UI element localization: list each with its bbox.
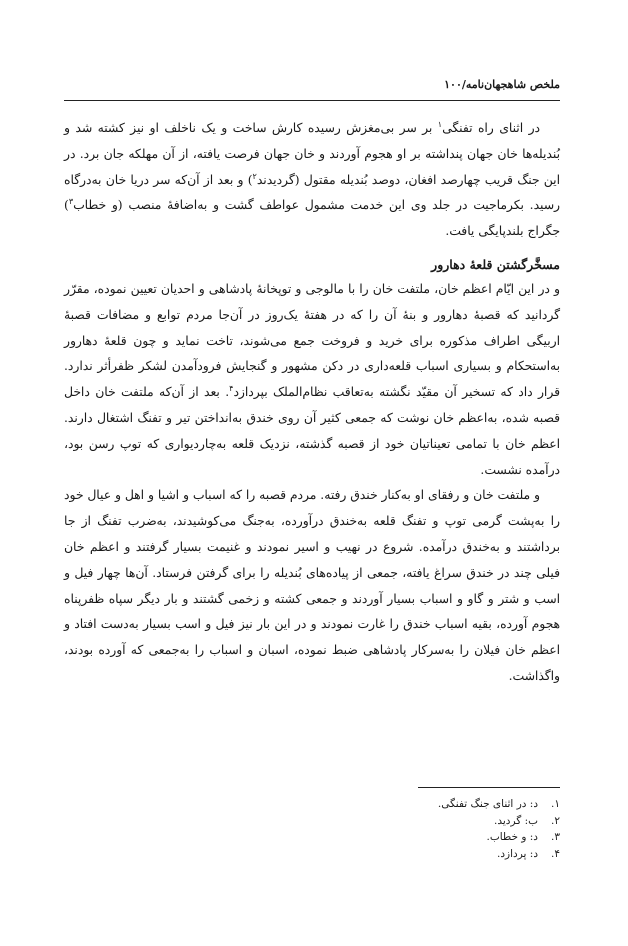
header-rule xyxy=(64,100,560,101)
body-text xyxy=(64,116,560,690)
footnote: ۳.د: و خطاب. xyxy=(486,831,560,843)
footnote-rule xyxy=(418,787,560,788)
paragraph: در اثنای راه تفنگی$^۱$ بر سر بی‌مغزش رسیده کارش ساخت و یک ناخلف او نیز کشته شد و بُندیله‌ها خان جهان پنداشته بر او هجوم آوردند و خان جهان فرصت یافته، از آن مهلکه جان برد. در این جنگ قریب چهارصد افغان، دوصد بُندیله مقتول (گردیدند$^۲$) و بعد از آن‌که سر دریا خان به‌درگاه رسید. بکرماجیت در جلد وی این خدمت مشمول عواطف گشت و به‌اضافهٔ منصب (و خطاب$^۳$) جگراج بلندپایگی یافت. xyxy=(64,119,560,239)
footnote-marker: ۳ xyxy=(68,197,74,207)
running-header: ملخص شاهجهان‌نامه/۱۰۰ xyxy=(444,78,560,91)
footnote-marker: ۴ xyxy=(229,384,234,394)
paragraph: و در این ایّام اعظم خان، ملتفت خان را با مالوجی و توپخانهٔ پادشاهی و احدیان تعیین نموده، مقرّر گردانید که قصبهٔ دهارور و بنهٔ آن را که در هفتهٔ یک‌روز در آن‌جا مردم توابع و مضافات قصبهٔ اربیگی اطراف مذکوره برای خرید و فروخت جمع می‌شوند، تاخت نماید و چون قلعهٔ دهارور به‌استحکام و بسیاری اسباب قلعه‌داری در دکن مشهور و گنجایش فرودآمدن لشکر ظفرأثر ندارد. قرار داد که تسخیر آن مقیّد نگشته به‌تعاقب نظام‌الملک بپردازد$^۴$. بعد از آن‌که ملتفت خان داخل قصبه شده، به‌اعظم خان نوشت که جمعی کثیر آن روی خندق به‌انداختن تیر و تفنگ اشتغال دارند. اعظم خان با تمامی تعیناتیان خود از قصبه گذشته، نزدیک قلعه به‌چاردیواری که توپ رسن بود، درآمده نشست. xyxy=(64,281,560,477)
footnotes xyxy=(438,796,560,862)
paragraph: و ملتفت خان و رفقای او به‌کنار خندق رفته. مردم قصبه را که اسباب و اشیا و اهل و عیال خود را به‌پشت گرمی توپ و تفنگ قلعه به‌خندق درآورده، به‌جنگ می‌کوشیدند، به‌ضرب تفنگ از جا برداشتند و به‌خندق درآمده. شروع در نهیب و اسیر نمودند و غنیمت بسیار گرفتند و اعظم خان فیلی چند در خندق سراغ یافته، جمعی از پیاده‌های بُندیله را برای گرفتن فرستاد. آن‌ها چهار فیل و اسب و شتر و گاو و اسباب بسیار آوردند و جمعی کشته و زخمی گشتند و بار دیگر سپاه ظفرپناه هجوم آورده، بقیه اسباب خندق را غارت نمودند و در این بار نیز فیل و اسب بسیار به‌دست افتاد و اعظم خان فیلان را به‌سرکار پادشاهی ضبط نموده، اسبان و اسباب را به‌جمعی که آورده بودند، واگذاشت. xyxy=(64,488,560,683)
footnote-marker: ۲ xyxy=(252,171,257,181)
footnote: ۱.د: در اثنای جنگ تفنگی. xyxy=(437,798,560,810)
footnote-marker: ۱ xyxy=(437,119,443,129)
footnote: ۴.د: پردازد. xyxy=(497,847,560,860)
section-heading: مسخَّرگشتن قلعهٔ دهارور xyxy=(431,256,560,272)
footnote: ۲.ب: گردید. xyxy=(494,814,560,827)
